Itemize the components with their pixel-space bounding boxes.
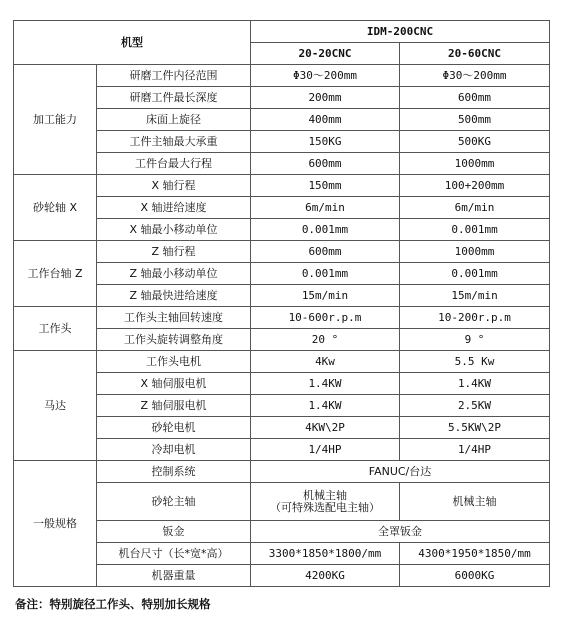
model-a-label: 20-20CNC: [251, 43, 400, 65]
item-cell: Z 轴最小移动单位: [97, 263, 251, 285]
value-a-cell: 600mm: [251, 153, 400, 175]
item-cell: X 轴进给速度: [97, 197, 251, 219]
category-cell: 马达: [14, 351, 97, 461]
value-a-cell: 150KG: [251, 131, 400, 153]
value-b-cell: 500mm: [400, 109, 550, 131]
value-a-cell: 20 °: [251, 329, 400, 351]
value-a-cell: 0.001mm: [251, 219, 400, 241]
footnote: 备注：特别旋径工作头、特别加长规格: [15, 597, 211, 611]
item-cell: Z 轴伺服电机: [97, 395, 251, 417]
table-row: [14, 175, 550, 197]
value-a-cell: 10-600r.p.m: [251, 307, 400, 329]
table-row: [14, 307, 550, 329]
value-b-cell: 5.5KW\2P: [400, 417, 550, 439]
item-cell: 工件主轴最大承重: [97, 131, 251, 153]
value-a-cell: 200mm: [251, 87, 400, 109]
item-cell: 砂轮电机: [97, 417, 251, 439]
item-cell: 工件台最大行程: [97, 153, 251, 175]
value-a-cell: 1/4HP: [251, 439, 400, 461]
item-cell: 研磨工件最长深度: [97, 87, 251, 109]
merged-value-cell: FANUC/台达: [251, 461, 550, 483]
value-b-cell: 600mm: [400, 87, 550, 109]
value-b-cell: 15m/min: [400, 285, 550, 307]
value-b-cell: 1/4HP: [400, 439, 550, 461]
value-b-cell: 500KG: [400, 131, 550, 153]
item-cell: 机器重量: [97, 565, 251, 587]
item-cell: X 轴伺服电机: [97, 373, 251, 395]
category-cell: 工作头: [14, 307, 97, 351]
value-a-cell: 150mm: [251, 175, 400, 197]
value-a-cell: 400mm: [251, 109, 400, 131]
merged-value-cell: 全罩钣金: [251, 521, 550, 543]
value-b-cell: 100+200mm: [400, 175, 550, 197]
table-row: [14, 65, 550, 87]
item-cell: 研磨工件内径范围: [97, 65, 251, 87]
category-cell: 加工能力: [14, 65, 97, 175]
value-b-cell: 0.001mm: [400, 219, 550, 241]
item-cell: 机台尺寸（长*宽*高）: [97, 543, 251, 565]
value-a-line1: 机械主轴: [303, 488, 347, 502]
table-row: [14, 241, 550, 263]
item-cell: 钣金: [97, 521, 251, 543]
value-a-cell: 3300*1850*1800/mm: [251, 543, 400, 565]
item-cell: 工作头电机: [97, 351, 251, 373]
category-cell: 工作台轴 Z: [14, 241, 97, 307]
value-b-cell: 1000mm: [400, 153, 550, 175]
table-header-row: [14, 21, 550, 43]
item-cell: 工作头主轴回转速度: [97, 307, 251, 329]
value-b-cell: 6000KG: [400, 565, 550, 587]
value-a-cell: 600mm: [251, 241, 400, 263]
value-a-cell: [251, 483, 400, 521]
item-cell: 冷却电机: [97, 439, 251, 461]
value-a-cell: 6m/min: [251, 197, 400, 219]
table-row: [14, 461, 550, 483]
value-b-cell: 9 °: [400, 329, 550, 351]
value-a-cell: 4Kw: [251, 351, 400, 373]
item-cell: 工作头旋转调整角度: [97, 329, 251, 351]
value-b-cell: 6m/min: [400, 197, 550, 219]
value-a-cell: 1.4KW: [251, 395, 400, 417]
table-row: [14, 351, 550, 373]
value-b-cell: 4300*1950*1850/mm: [400, 543, 550, 565]
item-cell: X 轴最小移动单位: [97, 219, 251, 241]
item-cell: 床面上旋径: [97, 109, 251, 131]
value-b-cell: 10-200r.p.m: [400, 307, 550, 329]
item-cell: 控制系统: [97, 461, 251, 483]
value-b-cell: Φ30～200mm: [400, 65, 550, 87]
value-b-cell: 0.001mm: [400, 263, 550, 285]
value-a-cell: Φ30～200mm: [251, 65, 400, 87]
value-a-cell: 1.4KW: [251, 373, 400, 395]
value-a-cell: 0.001mm: [251, 263, 400, 285]
item-cell: Z 轴最快进给速度: [97, 285, 251, 307]
item-cell: 砂轮主轴: [97, 483, 251, 521]
spec-table: [13, 20, 550, 587]
value-b-cell: 2.5KW: [400, 395, 550, 417]
value-b-cell: 机械主轴: [400, 483, 550, 521]
value-b-cell: 5.5 Kw: [400, 351, 550, 373]
item-cell: Z 轴行程: [97, 241, 251, 263]
category-cell: 砂轮轴 X: [14, 175, 97, 241]
value-b-cell: 1.4KW: [400, 373, 550, 395]
series-name: IDM-200CNC: [251, 21, 550, 43]
item-cell: X 轴行程: [97, 175, 251, 197]
model-b-label: 20-60CNC: [400, 43, 550, 65]
category-cell: 一般规格: [14, 461, 97, 587]
value-a-cell: 15m/min: [251, 285, 400, 307]
value-b-cell: 1000mm: [400, 241, 550, 263]
model-label: 机型: [14, 21, 251, 65]
value-a-cell: 4200KG: [251, 565, 400, 587]
value-a-line2: （可特殊选配电主轴）: [270, 500, 380, 514]
value-a-cell: 4KW\2P: [251, 417, 400, 439]
